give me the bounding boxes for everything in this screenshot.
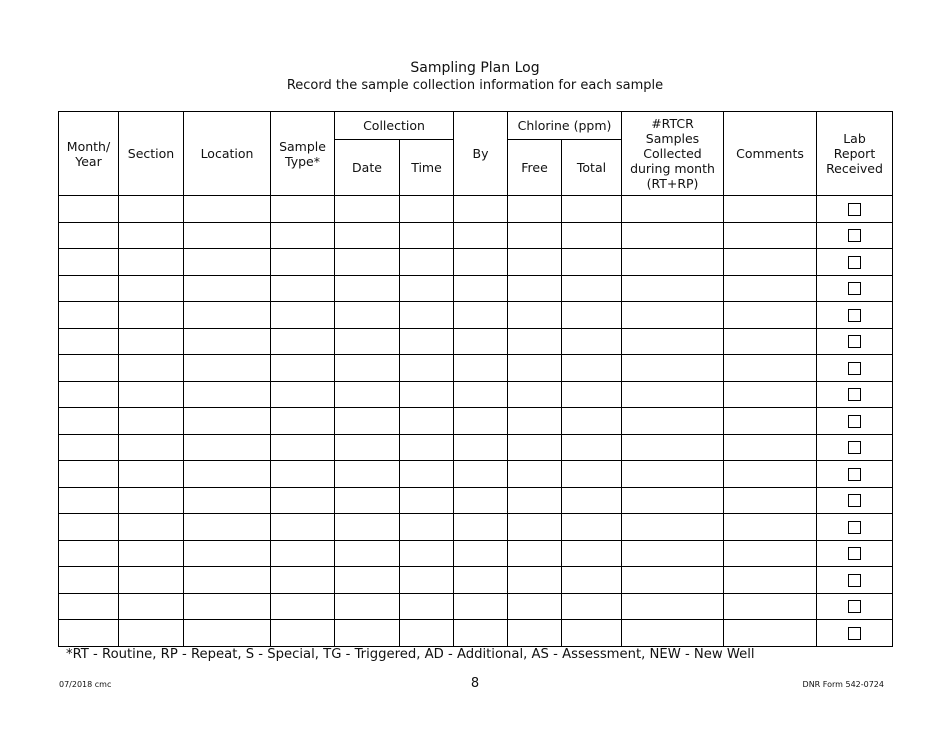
- cell-month-year[interactable]: [59, 408, 119, 435]
- table-row: [59, 487, 893, 514]
- cell-sample-type[interactable]: [271, 461, 335, 488]
- cell-sample-type[interactable]: [271, 434, 335, 461]
- cell-lab-report: [817, 249, 893, 276]
- header-by: By: [454, 112, 508, 196]
- cell-lab-report: [817, 222, 893, 249]
- cell-month-year[interactable]: [59, 567, 119, 594]
- cell-month-year[interactable]: [59, 514, 119, 541]
- cell-location[interactable]: [184, 302, 271, 329]
- cell-total[interactable]: [562, 222, 622, 249]
- sample-type-legend: *RT - Routine, RP - Repeat, S - Special, TG - Triggered, AD - Additional, AS - Assessment, NEW - New Well: [66, 647, 755, 662]
- cell-comments[interactable]: [724, 567, 817, 594]
- header-sample-type: Sample Type*: [271, 112, 335, 196]
- cell-total[interactable]: [562, 514, 622, 541]
- cell-time[interactable]: [400, 196, 454, 223]
- cell-total[interactable]: [562, 328, 622, 355]
- cell-month-year[interactable]: [59, 355, 119, 382]
- cell-time[interactable]: [400, 275, 454, 302]
- table-row: [59, 275, 893, 302]
- cell-comments[interactable]: [724, 593, 817, 620]
- cell-rtcr-samples[interactable]: [622, 567, 724, 594]
- cell-free[interactable]: [508, 461, 562, 488]
- cell-total[interactable]: [562, 275, 622, 302]
- cell-comments[interactable]: [724, 487, 817, 514]
- cell-by[interactable]: [454, 487, 508, 514]
- cell-date[interactable]: [335, 434, 400, 461]
- cell-time[interactable]: [400, 434, 454, 461]
- cell-section[interactable]: [119, 540, 184, 567]
- cell-by[interactable]: [454, 434, 508, 461]
- cell-location[interactable]: [184, 434, 271, 461]
- header-lab-report: Lab Report Received: [817, 112, 893, 196]
- lab-report-checkbox[interactable]: [848, 388, 861, 401]
- lab-report-checkbox[interactable]: [848, 547, 861, 560]
- cell-location[interactable]: [184, 408, 271, 435]
- cell-sample-type[interactable]: [271, 355, 335, 382]
- cell-lab-report: [817, 196, 893, 223]
- cell-time[interactable]: [400, 620, 454, 647]
- cell-sample-type[interactable]: [271, 381, 335, 408]
- cell-rtcr-samples[interactable]: [622, 408, 724, 435]
- cell-time[interactable]: [400, 381, 454, 408]
- lab-report-checkbox[interactable]: [848, 256, 861, 269]
- cell-section[interactable]: [119, 328, 184, 355]
- cell-rtcr-samples[interactable]: [622, 381, 724, 408]
- cell-by[interactable]: [454, 381, 508, 408]
- cell-free[interactable]: [508, 434, 562, 461]
- cell-time[interactable]: [400, 567, 454, 594]
- cell-date[interactable]: [335, 487, 400, 514]
- cell-by[interactable]: [454, 620, 508, 647]
- lab-report-checkbox[interactable]: [848, 468, 861, 481]
- cell-lab-report: [817, 328, 893, 355]
- page-title: Sampling Plan Log: [410, 60, 540, 76]
- cell-month-year[interactable]: [59, 222, 119, 249]
- cell-location[interactable]: [184, 222, 271, 249]
- cell-month-year[interactable]: [59, 249, 119, 276]
- cell-free[interactable]: [508, 355, 562, 382]
- cell-comments[interactable]: [724, 196, 817, 223]
- cell-location[interactable]: [184, 620, 271, 647]
- cell-section[interactable]: [119, 249, 184, 276]
- cell-by[interactable]: [454, 222, 508, 249]
- cell-month-year[interactable]: [59, 381, 119, 408]
- cell-free[interactable]: [508, 302, 562, 329]
- cell-month-year[interactable]: [59, 302, 119, 329]
- cell-location[interactable]: [184, 275, 271, 302]
- cell-rtcr-samples[interactable]: [622, 275, 724, 302]
- cell-rtcr-samples[interactable]: [622, 593, 724, 620]
- table-row: [59, 196, 893, 223]
- cell-location[interactable]: [184, 196, 271, 223]
- cell-lab-report: [817, 275, 893, 302]
- cell-comments[interactable]: [724, 328, 817, 355]
- cell-month-year[interactable]: [59, 593, 119, 620]
- header-total: Total: [562, 140, 622, 196]
- cell-date[interactable]: [335, 328, 400, 355]
- lab-report-checkbox[interactable]: [848, 494, 861, 507]
- cell-total[interactable]: [562, 620, 622, 647]
- cell-time[interactable]: [400, 355, 454, 382]
- cell-total[interactable]: [562, 593, 622, 620]
- cell-comments[interactable]: [724, 249, 817, 276]
- cell-time[interactable]: [400, 514, 454, 541]
- cell-sample-type[interactable]: [271, 487, 335, 514]
- cell-comments[interactable]: [724, 355, 817, 382]
- table-row: [59, 222, 893, 249]
- header-collection: Collection: [335, 112, 454, 140]
- cell-by[interactable]: [454, 302, 508, 329]
- cell-total[interactable]: [562, 355, 622, 382]
- cell-location[interactable]: [184, 355, 271, 382]
- cell-time[interactable]: [400, 249, 454, 276]
- cell-rtcr-samples[interactable]: [622, 196, 724, 223]
- cell-time[interactable]: [400, 222, 454, 249]
- cell-sample-type[interactable]: [271, 408, 335, 435]
- cell-free[interactable]: [508, 514, 562, 541]
- cell-free[interactable]: [508, 487, 562, 514]
- cell-rtcr-samples[interactable]: [622, 355, 724, 382]
- header-date: Date: [335, 140, 400, 196]
- cell-section[interactable]: [119, 514, 184, 541]
- cell-lab-report: [817, 302, 893, 329]
- table-row: [59, 567, 893, 594]
- cell-sample-type[interactable]: [271, 593, 335, 620]
- cell-sample-type[interactable]: [271, 222, 335, 249]
- cell-section[interactable]: [119, 620, 184, 647]
- cell-free[interactable]: [508, 222, 562, 249]
- cell-section[interactable]: [119, 593, 184, 620]
- cell-lab-report: [817, 461, 893, 488]
- cell-by[interactable]: [454, 408, 508, 435]
- cell-date[interactable]: [335, 302, 400, 329]
- cell-free[interactable]: [508, 567, 562, 594]
- lab-report-checkbox[interactable]: [848, 521, 861, 534]
- sampling-log-table: [58, 111, 893, 647]
- cell-location[interactable]: [184, 487, 271, 514]
- cell-section[interactable]: [119, 355, 184, 382]
- header-section: Section: [119, 112, 184, 196]
- cell-total[interactable]: [562, 487, 622, 514]
- cell-free[interactable]: [508, 540, 562, 567]
- cell-section[interactable]: [119, 222, 184, 249]
- cell-section[interactable]: [119, 487, 184, 514]
- cell-rtcr-samples[interactable]: [622, 461, 724, 488]
- cell-comments[interactable]: [724, 540, 817, 567]
- header-free: Free: [508, 140, 562, 196]
- cell-total[interactable]: [562, 196, 622, 223]
- cell-location[interactable]: [184, 514, 271, 541]
- cell-date[interactable]: [335, 355, 400, 382]
- cell-section[interactable]: [119, 302, 184, 329]
- cell-time[interactable]: [400, 593, 454, 620]
- cell-month-year[interactable]: [59, 328, 119, 355]
- cell-rtcr-samples[interactable]: [622, 222, 724, 249]
- cell-month-year[interactable]: [59, 275, 119, 302]
- header-month-year: Month/ Year: [59, 112, 119, 196]
- form-id: DNR Form 542-0724: [802, 680, 884, 689]
- cell-comments[interactable]: [724, 461, 817, 488]
- cell-sample-type[interactable]: [271, 328, 335, 355]
- page-subtitle: Record the sample collection information for each sample: [286, 78, 664, 93]
- cell-location[interactable]: [184, 461, 271, 488]
- cell-location[interactable]: [184, 249, 271, 276]
- cell-month-year[interactable]: [59, 196, 119, 223]
- cell-by[interactable]: [454, 328, 508, 355]
- page-number: 8: [470, 676, 480, 691]
- cell-month-year[interactable]: [59, 434, 119, 461]
- table-row: [59, 461, 893, 488]
- cell-comments[interactable]: [724, 408, 817, 435]
- cell-free[interactable]: [508, 275, 562, 302]
- cell-by[interactable]: [454, 355, 508, 382]
- cell-sample-type[interactable]: [271, 514, 335, 541]
- cell-by[interactable]: [454, 461, 508, 488]
- cell-total[interactable]: [562, 461, 622, 488]
- cell-free[interactable]: [508, 249, 562, 276]
- cell-date[interactable]: [335, 196, 400, 223]
- table-row: [59, 540, 893, 567]
- lab-report-checkbox[interactable]: [848, 203, 861, 216]
- header-rtcr-samples: #RTCR Samples Collected during month (RT+RP): [622, 112, 724, 196]
- cell-sample-type[interactable]: [271, 196, 335, 223]
- cell-month-year[interactable]: [59, 487, 119, 514]
- cell-time[interactable]: [400, 328, 454, 355]
- cell-date[interactable]: [335, 540, 400, 567]
- cell-sample-type[interactable]: [271, 302, 335, 329]
- lab-report-checkbox[interactable]: [848, 574, 861, 587]
- cell-comments[interactable]: [724, 302, 817, 329]
- cell-rtcr-samples[interactable]: [622, 302, 724, 329]
- cell-lab-report: [817, 408, 893, 435]
- cell-free[interactable]: [508, 408, 562, 435]
- table-row: [59, 355, 893, 382]
- cell-lab-report: [817, 567, 893, 594]
- cell-rtcr-samples[interactable]: [622, 249, 724, 276]
- log-body: [59, 196, 893, 647]
- cell-location[interactable]: [184, 328, 271, 355]
- header-time: Time: [400, 140, 454, 196]
- cell-date[interactable]: [335, 461, 400, 488]
- cell-month-year[interactable]: [59, 620, 119, 647]
- cell-total[interactable]: [562, 408, 622, 435]
- cell-sample-type[interactable]: [271, 540, 335, 567]
- header-chlorine: Chlorine (ppm): [508, 112, 622, 140]
- revision-code: 07/2018 cmc: [59, 680, 112, 689]
- cell-time[interactable]: [400, 408, 454, 435]
- lab-report-checkbox[interactable]: [848, 600, 861, 613]
- cell-free[interactable]: [508, 620, 562, 647]
- cell-total[interactable]: [562, 302, 622, 329]
- table-row: [59, 620, 893, 647]
- cell-comments[interactable]: [724, 620, 817, 647]
- cell-rtcr-samples[interactable]: [622, 620, 724, 647]
- cell-location[interactable]: [184, 567, 271, 594]
- header-comments: Comments: [724, 112, 817, 196]
- table-row: [59, 381, 893, 408]
- cell-month-year[interactable]: [59, 461, 119, 488]
- table-row: [59, 302, 893, 329]
- cell-sample-type[interactable]: [271, 567, 335, 594]
- cell-date[interactable]: [335, 222, 400, 249]
- cell-lab-report: [817, 487, 893, 514]
- cell-rtcr-samples[interactable]: [622, 487, 724, 514]
- cell-free[interactable]: [508, 328, 562, 355]
- lab-report-checkbox[interactable]: [848, 229, 861, 242]
- cell-lab-report: [817, 593, 893, 620]
- cell-time[interactable]: [400, 461, 454, 488]
- table-row: [59, 328, 893, 355]
- cell-date[interactable]: [335, 381, 400, 408]
- header-location: Location: [184, 112, 271, 196]
- cell-section[interactable]: [119, 461, 184, 488]
- table-row: [59, 249, 893, 276]
- cell-by[interactable]: [454, 249, 508, 276]
- lab-report-checkbox[interactable]: [848, 335, 861, 348]
- cell-section[interactable]: [119, 434, 184, 461]
- cell-month-year[interactable]: [59, 540, 119, 567]
- lab-report-checkbox[interactable]: [848, 362, 861, 375]
- cell-comments[interactable]: [724, 434, 817, 461]
- cell-lab-report: [817, 381, 893, 408]
- cell-section[interactable]: [119, 567, 184, 594]
- cell-location[interactable]: [184, 540, 271, 567]
- cell-time[interactable]: [400, 540, 454, 567]
- cell-location[interactable]: [184, 381, 271, 408]
- cell-date[interactable]: [335, 620, 400, 647]
- table-row: [59, 514, 893, 541]
- cell-date[interactable]: [335, 408, 400, 435]
- cell-total[interactable]: [562, 434, 622, 461]
- table-row: [59, 434, 893, 461]
- cell-lab-report: [817, 434, 893, 461]
- cell-total[interactable]: [562, 567, 622, 594]
- cell-by[interactable]: [454, 196, 508, 223]
- cell-lab-report: [817, 620, 893, 647]
- cell-section[interactable]: [119, 381, 184, 408]
- cell-date[interactable]: [335, 249, 400, 276]
- lab-report-checkbox[interactable]: [848, 282, 861, 295]
- cell-time[interactable]: [400, 302, 454, 329]
- cell-lab-report: [817, 540, 893, 567]
- cell-lab-report: [817, 514, 893, 541]
- cell-by[interactable]: [454, 514, 508, 541]
- cell-time[interactable]: [400, 487, 454, 514]
- cell-total[interactable]: [562, 249, 622, 276]
- cell-rtcr-samples[interactable]: [622, 328, 724, 355]
- cell-by[interactable]: [454, 540, 508, 567]
- table-row: [59, 408, 893, 435]
- lab-report-checkbox[interactable]: [848, 627, 861, 640]
- cell-comments[interactable]: [724, 222, 817, 249]
- table-row: [59, 593, 893, 620]
- cell-section[interactable]: [119, 275, 184, 302]
- cell-sample-type[interactable]: [271, 275, 335, 302]
- cell-date[interactable]: [335, 567, 400, 594]
- cell-by[interactable]: [454, 593, 508, 620]
- lab-report-checkbox[interactable]: [848, 441, 861, 454]
- cell-date[interactable]: [335, 514, 400, 541]
- lab-report-checkbox[interactable]: [848, 309, 861, 322]
- cell-comments[interactable]: [724, 381, 817, 408]
- cell-sample-type[interactable]: [271, 249, 335, 276]
- lab-report-checkbox[interactable]: [848, 415, 861, 428]
- cell-rtcr-samples[interactable]: [622, 540, 724, 567]
- cell-total[interactable]: [562, 540, 622, 567]
- cell-section[interactable]: [119, 408, 184, 435]
- cell-rtcr-samples[interactable]: [622, 434, 724, 461]
- cell-free[interactable]: [508, 593, 562, 620]
- cell-lab-report: [817, 355, 893, 382]
- cell-by[interactable]: [454, 567, 508, 594]
- cell-rtcr-samples[interactable]: [622, 514, 724, 541]
- cell-by[interactable]: [454, 275, 508, 302]
- cell-sample-type[interactable]: [271, 620, 335, 647]
- cell-comments[interactable]: [724, 275, 817, 302]
- cell-free[interactable]: [508, 196, 562, 223]
- cell-date[interactable]: [335, 275, 400, 302]
- cell-free[interactable]: [508, 381, 562, 408]
- cell-total[interactable]: [562, 381, 622, 408]
- cell-section[interactable]: [119, 196, 184, 223]
- cell-date[interactable]: [335, 593, 400, 620]
- cell-location[interactable]: [184, 593, 271, 620]
- cell-comments[interactable]: [724, 514, 817, 541]
